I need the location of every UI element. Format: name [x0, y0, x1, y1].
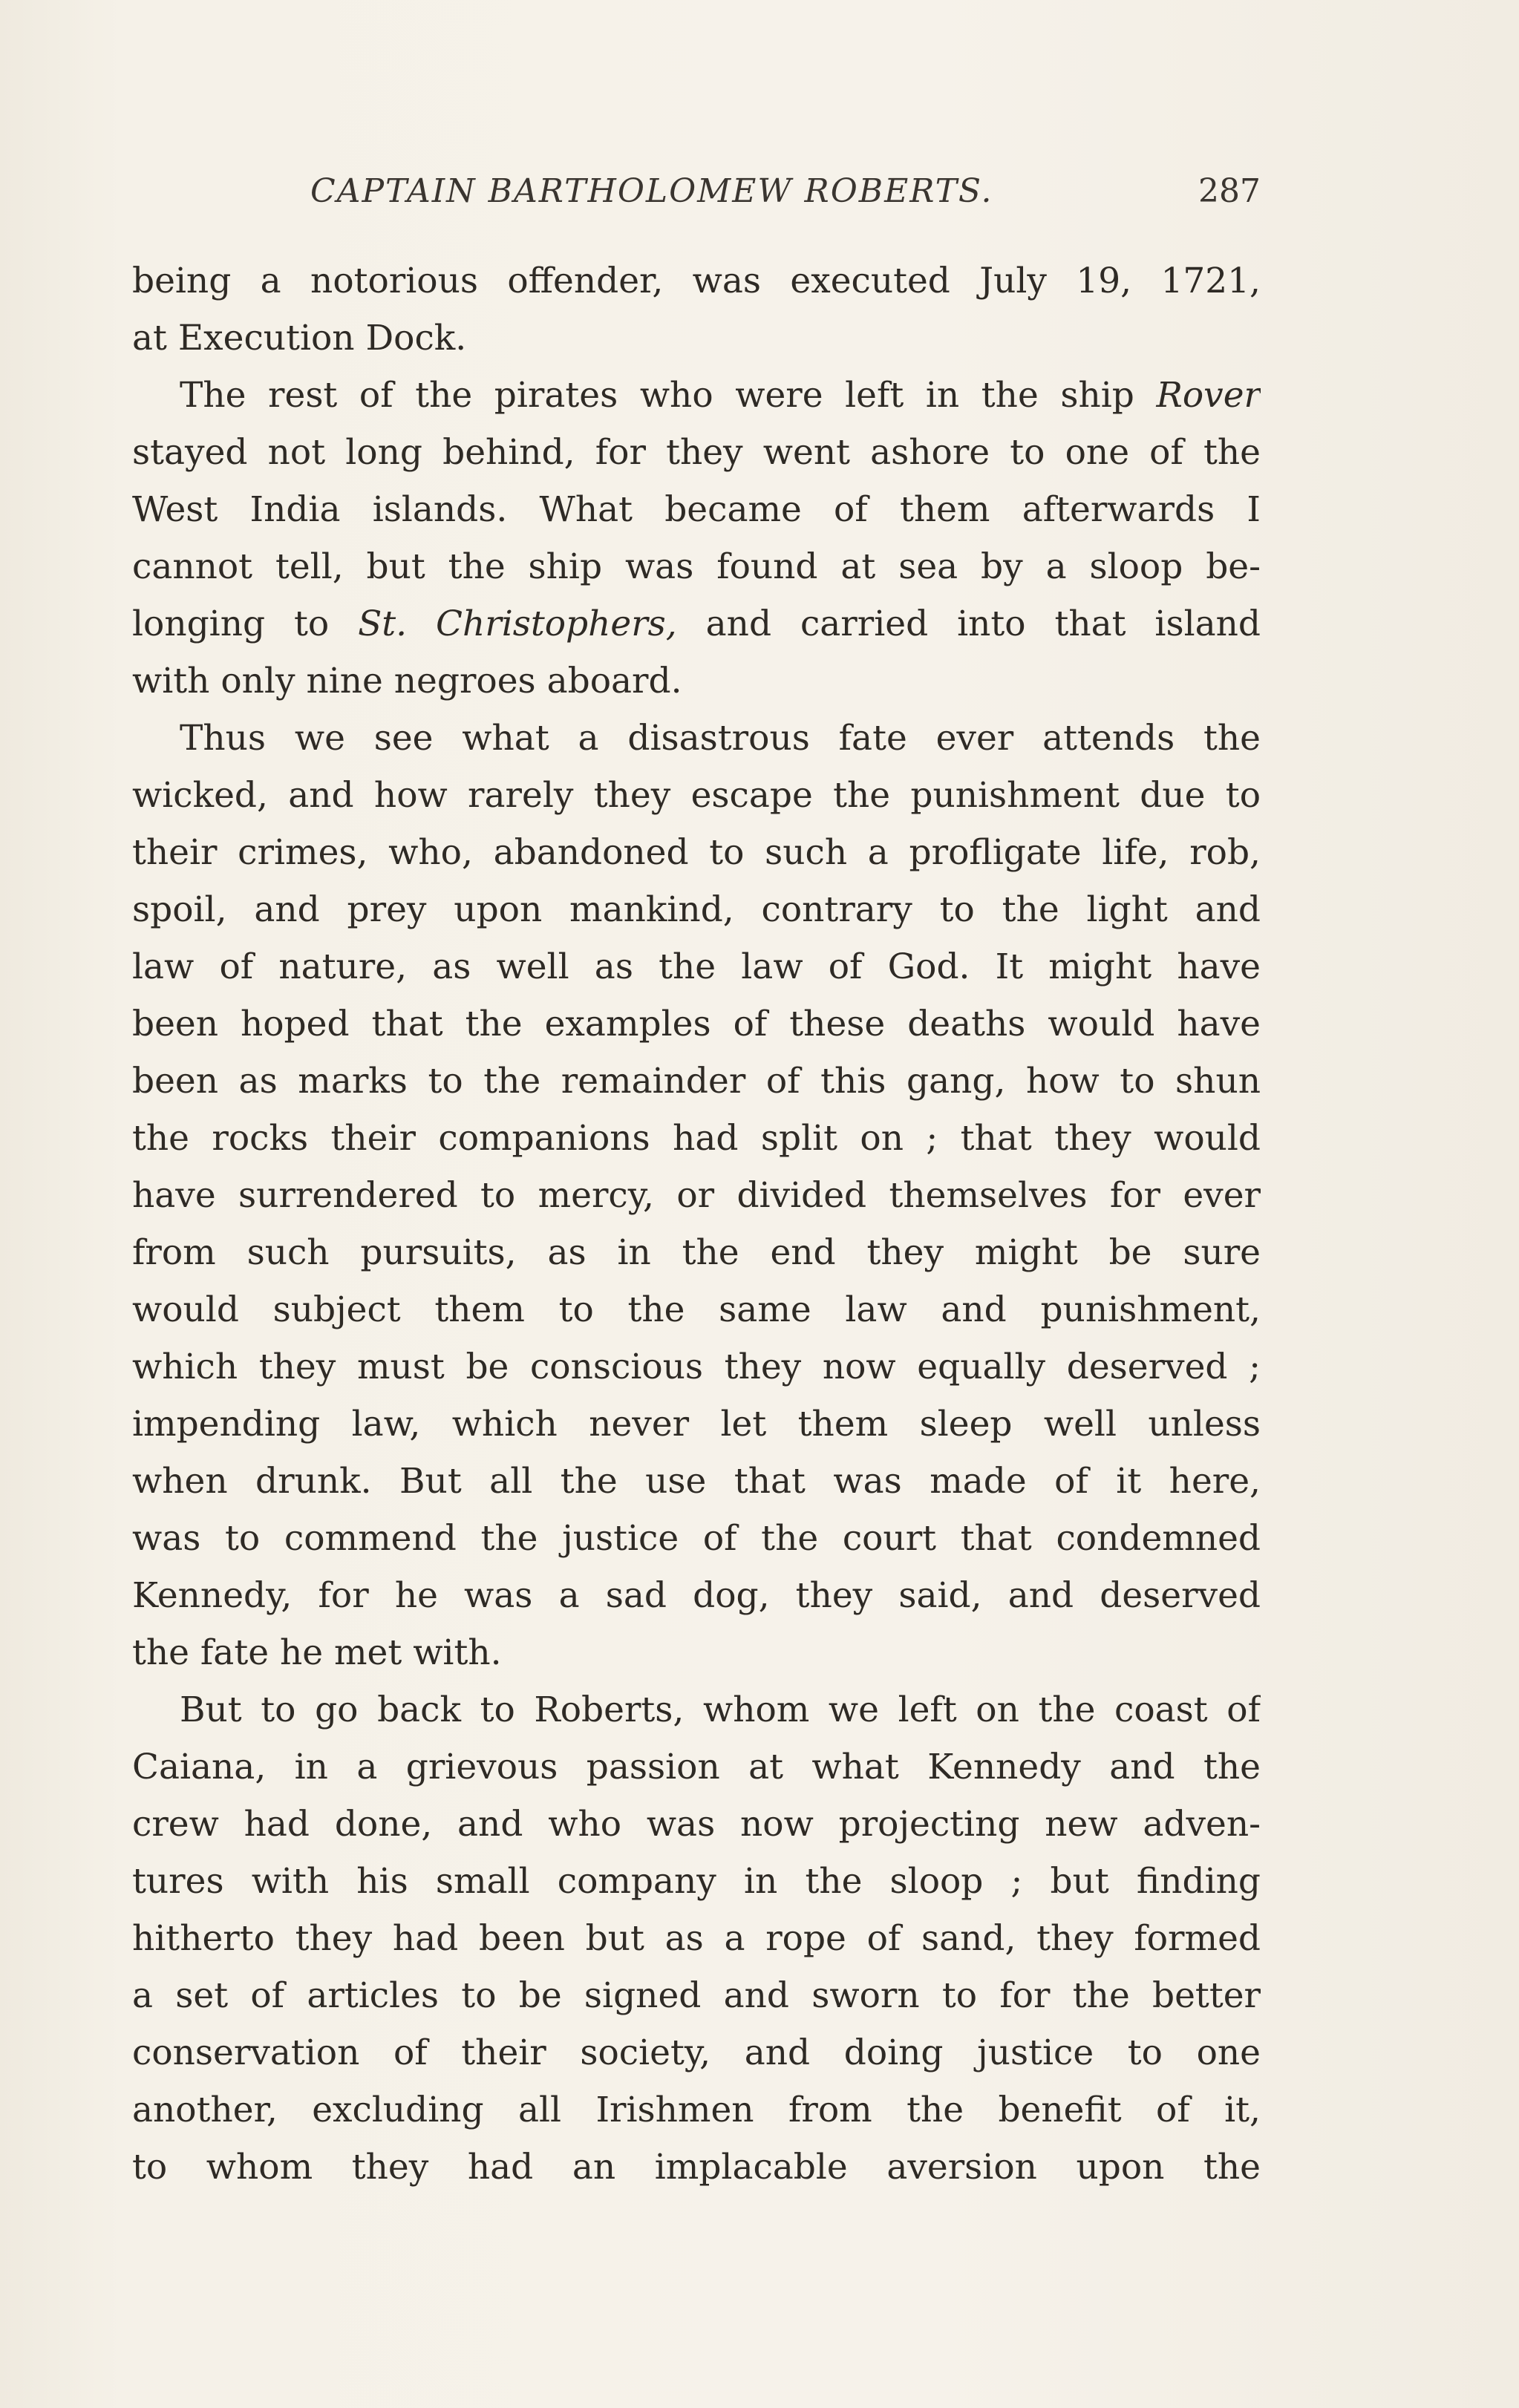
text-line: was to commend the justice of the court that condemned — [132, 1518, 1261, 1559]
text-line: impending law, which never let them sleep well unless — [132, 1404, 1261, 1445]
text-line: West India islands. What became of them afterwards I — [132, 489, 1261, 530]
text-line-part: and carried into that island — [676, 603, 1261, 644]
body-text — [132, 252, 1261, 2196]
text-line: spoil, and prey upon mankind, contrary to the light and — [132, 889, 1261, 930]
text-line-part: longing to — [132, 603, 359, 644]
text-line: Thus we see what a disastrous fate ever attends the — [180, 718, 1261, 759]
running-title: CAPTAIN BARTHOLOMEW ROBERTS. — [310, 172, 993, 210]
text-line: being a notorious offender, was executed July 19, 1721, — [132, 261, 1261, 301]
text-line: have surrendered to mercy, or divided themselves for ever — [132, 1175, 1261, 1216]
text-line: with only nine negroes aboard. — [132, 661, 682, 701]
page-header — [132, 172, 1261, 224]
text-line: Kennedy, for he was a sad dog, they said, and deserved — [132, 1575, 1261, 1616]
text-line: tures with his small company in the sloop ; but finding — [132, 1861, 1261, 1902]
text-line: the fate he met with. — [132, 1632, 502, 1673]
text-line: the rocks their companions had split on ; that they would — [132, 1118, 1261, 1159]
text-line: conservation of their society, and doing justice to one — [132, 2032, 1261, 2073]
text-line: Caiana, in a grievous passion at what Kennedy and the — [132, 1747, 1261, 1787]
text-line: been hoped that the examples of these deaths would have — [132, 1004, 1261, 1044]
text-line: wicked, and how rarely they escape the punishment due to — [132, 775, 1261, 816]
text-line: a set of articles to be signed and sworn to for the better — [132, 1975, 1261, 2016]
text-line: would subject them to the same law and punishment, — [132, 1289, 1261, 1330]
text-line: hitherto they had been but as a rope of sand, they formed — [132, 1918, 1261, 1959]
text-line: their crimes, who, abandoned to such a profligate life, rob, — [132, 832, 1261, 873]
text-line: when drunk. But all the use that was made of it here, — [132, 1461, 1261, 1502]
text-line: stayed not long behind, for they went ashore to one of the — [132, 432, 1261, 473]
text-line: been as marks to the remainder of this gang, how to shun — [132, 1061, 1261, 1102]
island-name: St. Christophers, — [358, 603, 677, 644]
text-line: which they must be conscious they now equally deserved ; — [132, 1347, 1261, 1387]
text-line: But to go back to Roberts, whom we left on the coast of — [180, 1689, 1261, 1730]
ship-name: Rover — [1156, 375, 1261, 416]
text-line: another, excluding all Irishmen from the benefit of it, — [132, 2090, 1261, 2130]
text-line: from such pursuits, as in the end they might be sure — [132, 1232, 1261, 1273]
text-line: at Execution Dock. — [132, 318, 467, 359]
text-line-part: The rest of the pirates who were left in the ship — [180, 375, 1157, 416]
text-line — [132, 367, 1261, 424]
page-number: 287 — [1198, 172, 1261, 210]
text-line: crew had done, and who was now projecting new adven- — [132, 1804, 1261, 1845]
text-line — [132, 595, 1261, 652]
text-line: cannot tell, but the ship was found at sea by a sloop be- — [132, 546, 1261, 587]
text-line: law of nature, as well as the law of God. It might have — [132, 946, 1261, 987]
text-line: to whom they had an implacable aversion upon the — [132, 2147, 1261, 2188]
